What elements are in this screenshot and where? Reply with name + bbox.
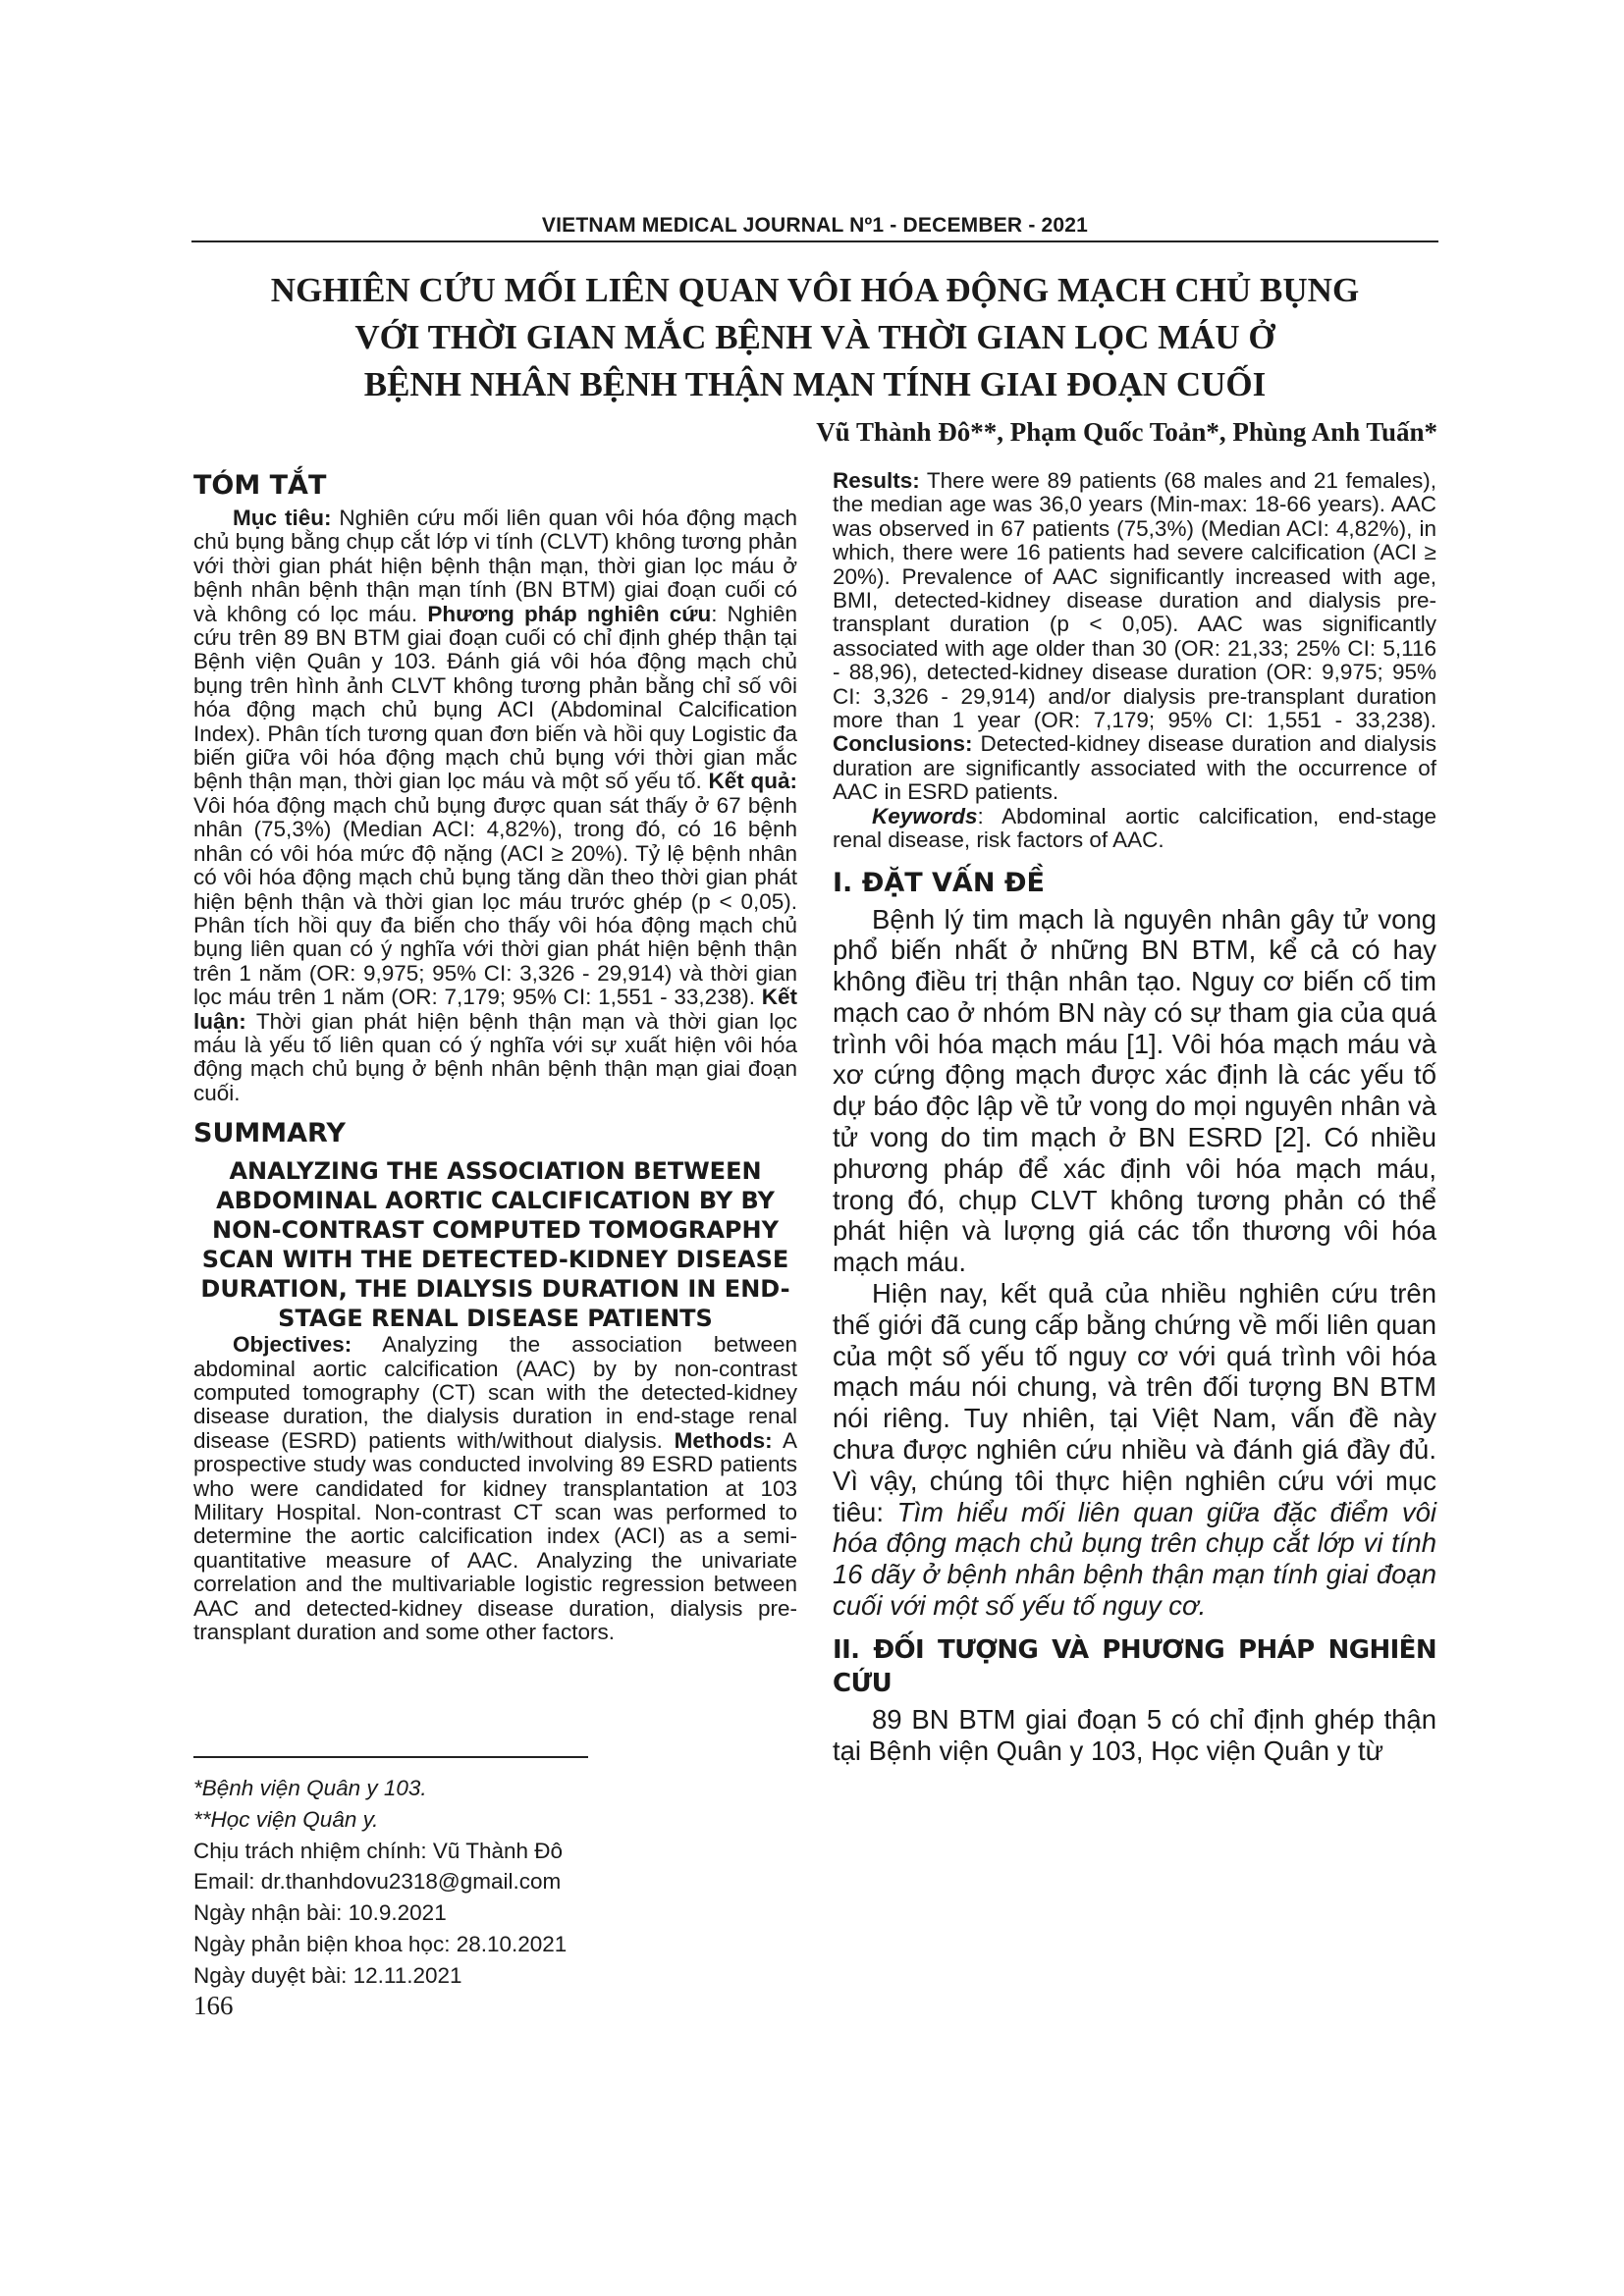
section2-para1: 89 BN BTM giai đoạn 5 có chỉ định ghép thận tại Bệnh viện Quân y 103, Học viện Quân y từ (833, 1703, 1436, 1766)
section1-heading: I. ĐẶT VẤN ĐỀ (833, 867, 1045, 898)
abstract-vi-body (193, 507, 797, 1105)
results-en-text: There were 89 patients (68 males and 21 females), the median age was 36,0 years (Min-max: 18-66 years). AAC was observed in 67 patients (75,3%) (Median ACI: 4,82%), in which, there were 16 patients had severe calcification (ACI ≥ 20%). Prevalence of AAC significantly increased with age, BMI, detected-kidney disease duration and dialysis pre-transplant duration (p < 0,05). AAC was significantly associated with age older than 30 (OR: 21,33; 25% CI: 5,116 - 88,96), detected-kidney disease duration (OR: 9,975; 95% CI: 3,326 - 29,914) and/or dialysis pre-transplant duration more than 1 year (OR: 7,179; 95% CI: 1,551 - 33,238). (833, 468, 1436, 733)
conclusions-en-text: Detected-kidney disease duration and dialysis duration are significantly associated with the occurrence of AAC in ESRD patients. (833, 731, 1436, 805)
article-title (191, 267, 1438, 408)
running-header: VIETNAM MEDICAL JOURNAL Nº1 - DECEMBER - 2021 (541, 214, 1089, 237)
results-en-label: Results: (833, 468, 920, 493)
keywords-text: : Abdominal aortic calcification, end-stage renal disease, risk factors of AAC. (833, 803, 1436, 853)
affiliation-1: *Bệnh viện Quân y 103. (193, 1776, 427, 1800)
header-rule (191, 240, 1438, 242)
conclusion-text: Thời gian phát hiện bệnh thận mạn và thời gian lọc máu là yếu tố liên quan có ý nghĩa với sự xuất hiện vôi hóa động mạch chủ bụng ở bệnh nhân bệnh thận mạn giai đoạn cuối. (193, 1008, 797, 1105)
keywords (833, 805, 1436, 853)
objectives-label: Objectives: (233, 1332, 352, 1358)
footnote-rule (193, 1756, 588, 1758)
objectives-text: Analyzing the association between abdominal aortic calcification (AAC) by by non-contrast computed tomography (CT) scan with the detected-kidney disease duration, the dialysis duration in end-stage renal disease (ESRD) patients with/without dialysis. (193, 1332, 797, 1453)
date-accepted: Ngày duyệt bài: 12.11.2021 (193, 1962, 462, 1988)
conclusion-label: Kết luận: (193, 985, 797, 1034)
methods-en-text: A prospective study was conducted involving 89 ESRD patients who were candidated for kidney transplantation at 103 Military Hospital. Non-contrast CT scan was performed to determine the aortic calcification index (ACI) as a semi-quantitative measure of AAC. Analyzing the univariate correlation and the multivariable logistic regression between AAC and detected-kidney disease duration, dialysis pre-transplant duration and some other factors. (193, 1427, 797, 1645)
section1-para1: Bệnh lý tim mạch là nguyên nhân gây tử vong phổ biến nhất ở những BN BTM, kể cả có hay không điều trị thận nhân tạo. Nguy cơ biến cố tim mạch cao ở nhóm BN này có sự tham gia của quá trình vôi hóa mạch máu [1]. Vôi hóa mạch máu và xơ cứng động mạch được xác định là các yếu tố dự báo độc lập về tử vong do mọi nguyên nhân và tử vong do tim mạch ở BN ESRD [2]. Có nhiều phương pháp để xác định vôi hóa mạch máu, trong đó, chụp CLVT không tương phản có thể phát hiện và lượng giá các tổn thương vôi hóa mạch máu. (833, 903, 1436, 1278)
summary-body-start (193, 1333, 797, 1644)
summary-heading: SUMMARY (193, 1118, 346, 1149)
authors: Vũ Thành Đô**, Phạm Quốc Toản*, Phùng Anh Tuấn* (816, 417, 1437, 447)
abstract-vi-heading: TÓM TẮT (193, 470, 327, 501)
results-label: Kết quả: (708, 769, 797, 794)
footnotes (193, 1773, 797, 1992)
title-line-2: VỚI THỜI GIAN MẮC BỆNH VÀ THỜI GIAN LỌC MÁU Ở (354, 318, 1275, 356)
email: Email: dr.thanhdovu2318@gmail.com (193, 1869, 562, 1895)
section2-body (833, 1704, 1436, 1767)
methods-text: : Nghiên cứu trên 89 BN BTM giai đoạn cuối có chỉ định ghép thận tại Bệnh viện Quân y 103. Đánh giá vôi hóa động mạch chủ bụng trên hình ảnh CLVT không tương phản bằng chỉ số vôi hóa động mạch chủ bụng ACI (Abdominal Calcification Index). Phân tích tương quan đơn biến và hồi quy Logistic đa biến giữa vôi hóa động mạch chủ bụng với thời gian mắc bệnh thận mạn, thời gian lọc máu và một số yếu tố. (193, 601, 797, 794)
objective-label: Mục tiêu: (233, 506, 332, 530)
summary-body-continued (833, 469, 1436, 805)
date-reviewed: Ngày phản biện khoa học: 28.10.2021 (193, 1931, 568, 1956)
results-text: Vôi hóa động mạch chủ bụng được quan sát thấy ở 67 bệnh nhân (75,3%) (Median ACI: 4,82%), trong đó, có 16 bệnh nhân có vôi hóa mức độ nặng (ACI ≥ 20%). Tỷ lệ bệnh nhân có vôi hóa động mạch chủ bụng tăng dần theo thời gian phát hiện bệnh thận và thời gian lọc máu trước ghép (p < 0,05). Phân tích hồi quy đa biến cho thấy vôi hóa động mạch chủ bụng liên quan có ý nghĩa với thời gian phát hiện bệnh thận trên 1 năm (OR: 9,975; 95% CI: 3,326 - 29,914) và thời gian lọc máu trên 1 năm (OR: 7,179; 95% CI: 1,551 - 33,238). (193, 792, 797, 1010)
methods-en-label: Methods: (674, 1427, 773, 1453)
title-line-1: NGHIÊN CỨU MỐI LIÊN QUAN VÔI HÓA ĐỘNG MẠCH CHỦ BỤNG (270, 271, 1360, 309)
affiliation-2: **Học viện Quân y. (193, 1806, 379, 1832)
objective-text: Nghiên cứu mối liên quan vôi hóa động mạch chủ bụng bằng chụp cắt lớp vi tính (CLVT) không tương phản với thời gian phát hiện bệnh thận mạn, thời gian lọc máu ở bệnh nhân bệnh thận mạn tính (BN BTM) giai đoạn cuối có và không có lọc máu. (193, 506, 797, 626)
section1-para2 (833, 1278, 1436, 1622)
section1-body (833, 904, 1436, 1622)
right-column (833, 469, 1436, 1766)
keywords-label: Keywords (872, 803, 978, 828)
corresponding-author: Chịu trách nhiệm chính: Vũ Thành Đô (193, 1838, 564, 1863)
conclusions-en-label: Conclusions: (833, 731, 973, 757)
section2-heading: II. ĐỐI TƯỢNG VÀ PHƯƠNG PHÁP NGHIÊN CỨU (833, 1634, 1436, 1698)
methods-label: Phương pháp nghiên cứu (427, 601, 712, 626)
date-received: Ngày nhận bài: 10.9.2021 (193, 1900, 447, 1926)
section1-para2-text: Hiện nay, kết quả của nhiều nghiên cứu trên thế giới đã cung cấp bằng chứng về mối liên quan của một số yếu tố nguy cơ với quá trình vôi hóa mạch máu nói chung, và trên đối tượng BN BTM nói riêng. Tuy nhiên, tại Việt Nam, vấn đề này chưa được nghiên cứu nhiều và đánh giá đầy đủ. Vì vậy, chúng tôi thực hiện nghiên cứu với mục tiêu: (833, 1278, 1436, 1527)
title-line-3: BỆNH NHÂN BỆNH THẬN MẠN TÍNH GIAI ĐOẠN CUỐI (363, 365, 1267, 403)
summary-title: ANALYZING THE ASSOCIATION BETWEEN ABDOMINAL AORTIC CALCIFICATION BY BY NON-CONTRAST COMPUTED TOMOGRAPHY SCAN WITH THE DETECTED-KIDNEY DISEASE DURATION, THE DIALYSIS DURATION IN END-STAGE RENAL DISEASE PATIENTS (200, 1157, 790, 1333)
left-column (193, 469, 797, 1644)
study-objective: Tìm hiểu mối liên quan giữa đặc điểm vôi hóa động mạch chủ bụng trên chụp cắt lớp vi tính 16 dãy ở bệnh nhân bệnh thận mạn tính giai đoạn cuối với một số yếu tố nguy cơ. (833, 1496, 1437, 1622)
page-number: 166 (193, 1991, 234, 2020)
